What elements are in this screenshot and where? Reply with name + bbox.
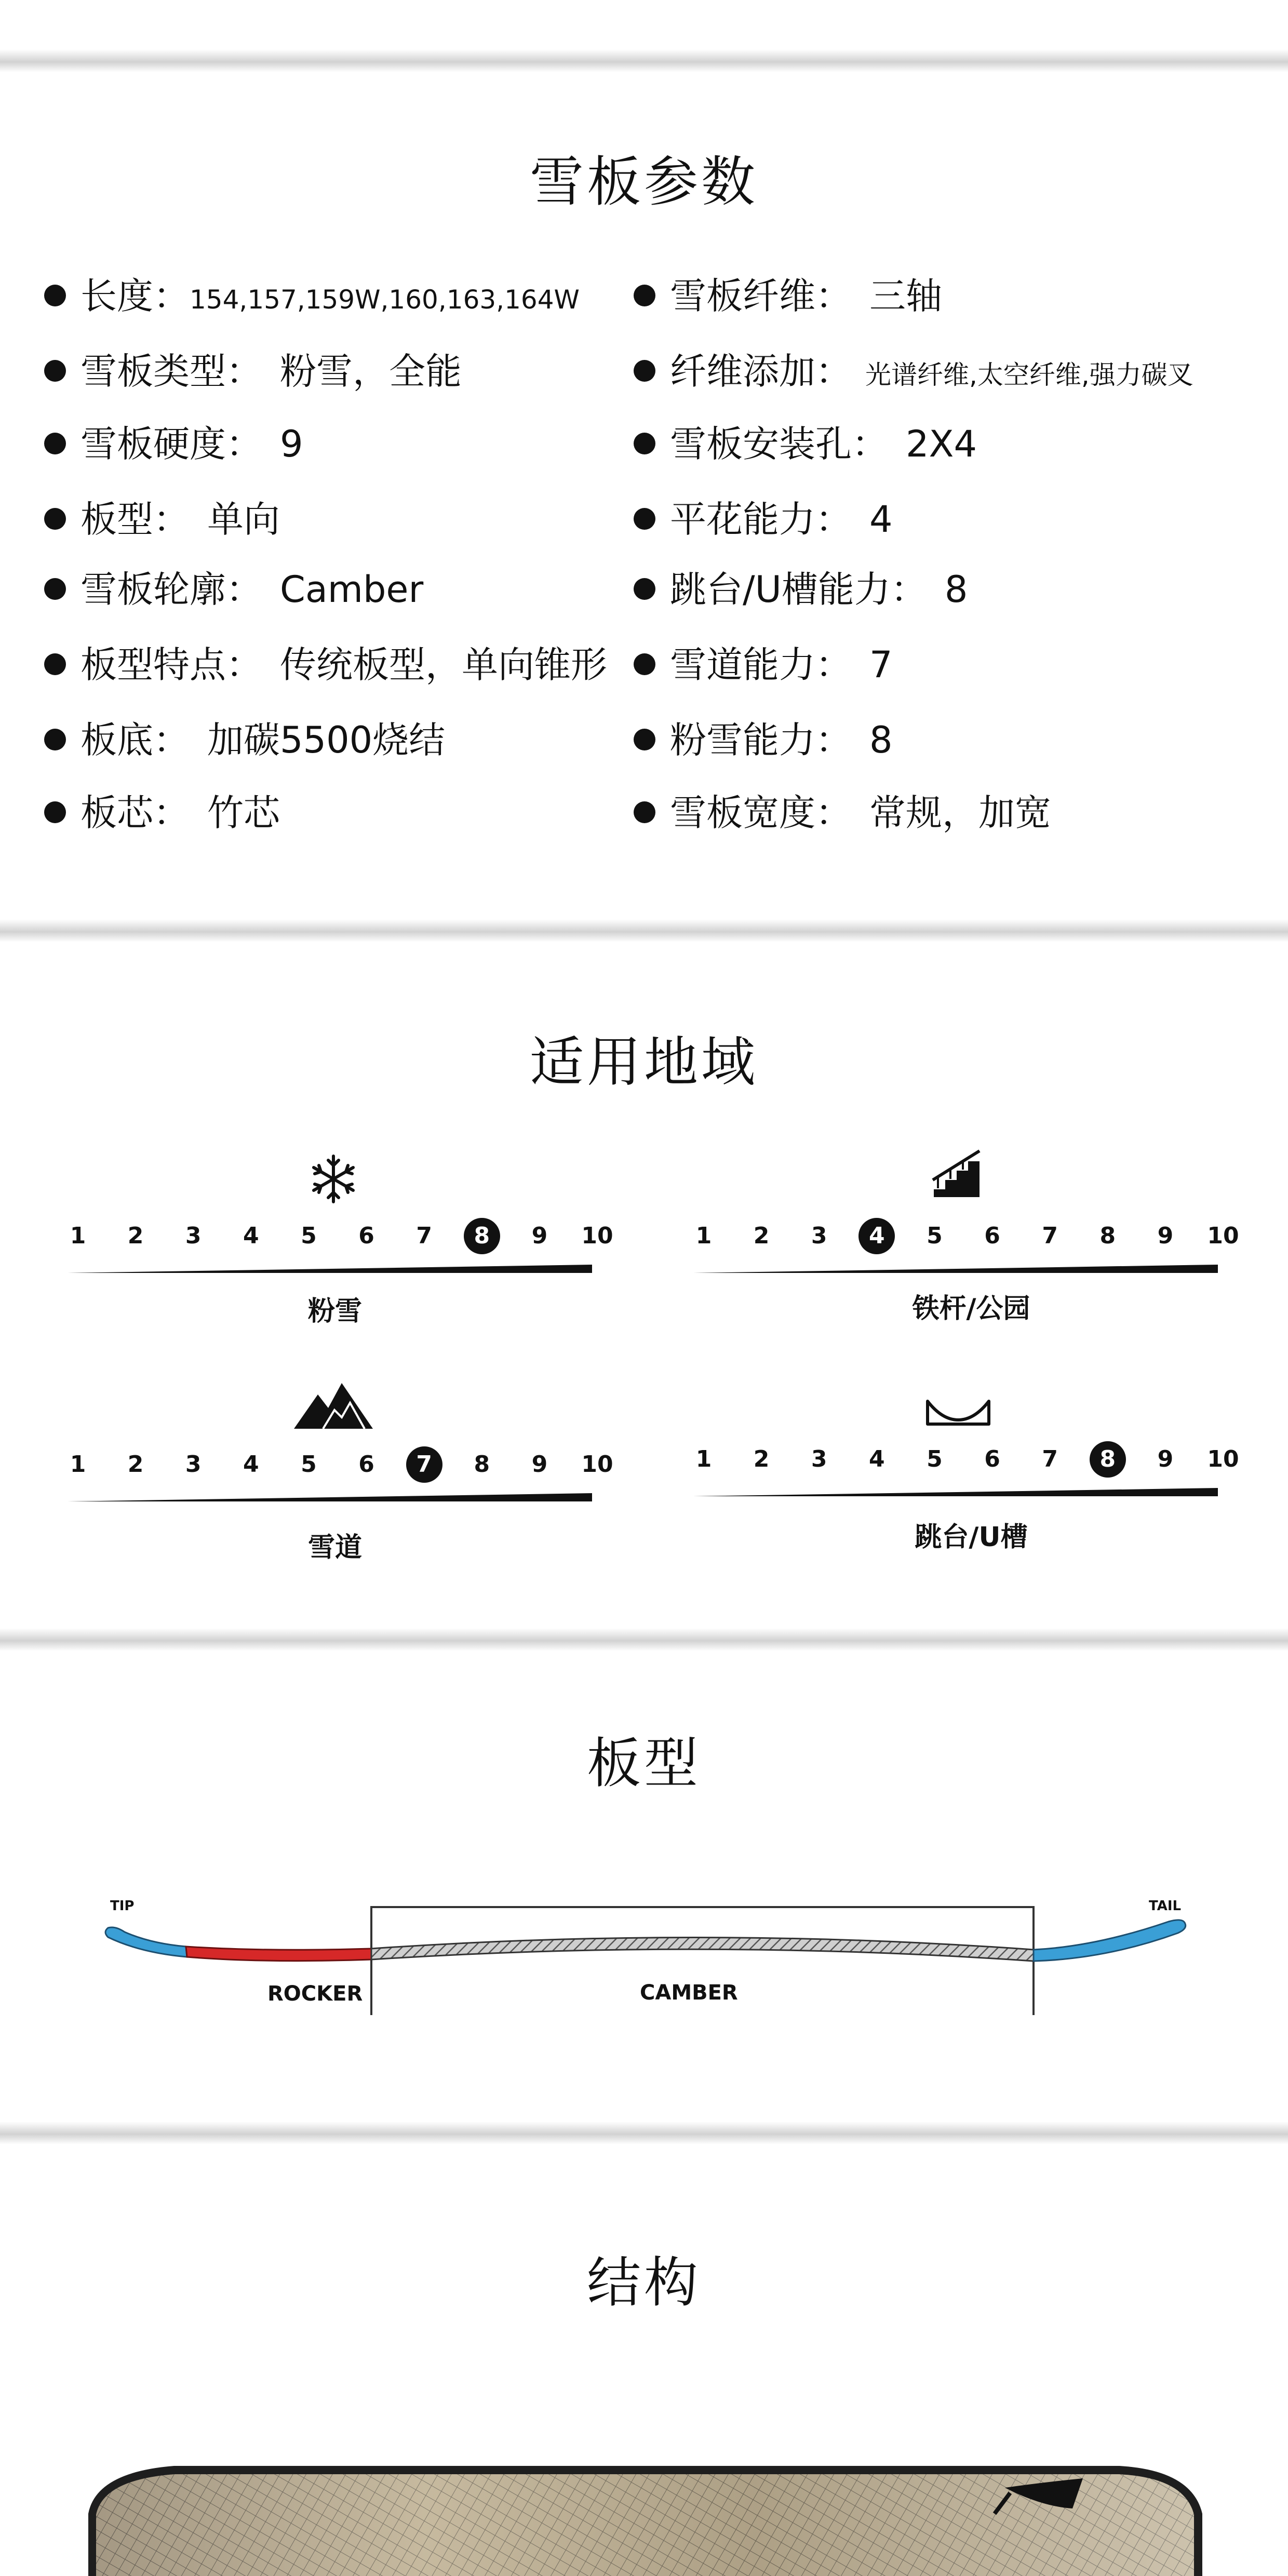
rating-number: 3 [185,1223,202,1249]
spec-value: 8 [944,568,968,611]
spec-value: 常规，加宽 [869,791,1051,834]
spec-label: 雪板纤维： [670,275,852,317]
spec-value: 粉雪，全能 [280,350,462,393]
rating-number: 2 [127,1451,144,1478]
spec-value: 三轴 [869,275,942,317]
board-structure-image [39,2457,1249,2576]
rating-number: 1 [70,1451,86,1478]
rating-wedge-bar [693,1254,1244,1275]
bullet-icon [634,360,655,382]
spec-label: 板芯： [81,791,190,834]
spec-item [44,639,607,691]
spec-label: 跳台/U槽能力： [670,568,927,611]
spec-item [44,564,423,615]
bullet-icon [44,285,66,306]
rating-number: 7 [1042,1223,1058,1249]
spec-label: 平花能力： [670,498,852,541]
rating-number: 9 [1157,1446,1174,1472]
board-profile-diagram [47,1880,1241,2046]
rating-number: 6 [358,1223,374,1249]
spec-label: 雪板宽度： [670,791,852,834]
spec-item [44,270,580,326]
rating-number: 2 [753,1446,770,1472]
spec-item [44,345,462,397]
spec-item [44,714,445,766]
section-divider [0,2122,1288,2144]
spec-item [634,787,1051,839]
rating-number: 7 [1042,1446,1058,1472]
spec-label: 雪道能力： [670,643,852,686]
rating-wedge-bar [68,1483,618,1504]
rating-label-groomer: 雪道 [307,1532,362,1563]
spec-label: 板底： [81,719,190,761]
tail-section [1034,1920,1186,1961]
spec-item [634,418,977,470]
spec-value: 加碳5500烧结 [207,719,446,761]
spec-value: Camber [280,568,424,611]
spec-item [634,564,968,615]
rating-number: 3 [811,1223,827,1249]
rating-number: 5 [927,1223,943,1249]
bullet-icon [44,433,66,454]
spec-item [634,493,893,545]
spec-item [634,345,1193,401]
rocker-section [186,1947,371,1961]
rating-number: 8 [1090,1441,1126,1478]
rating-number: 2 [127,1223,144,1249]
spec-item [634,714,893,766]
rating-number: 5 [301,1451,317,1478]
section-divider [0,1628,1288,1651]
rating-number: 7 [416,1223,432,1249]
spec-label: 雪板硬度： [81,423,262,465]
rating-number: 8 [1099,1223,1116,1249]
rating-number: 9 [531,1223,548,1249]
bullet-icon [634,285,655,306]
tip-section [105,1927,187,1957]
spec-label: 粉雪能力： [670,719,852,761]
spec-label: 纤维添加： [670,350,852,393]
rating-scale-powder [68,1218,628,1280]
rating-number: 3 [811,1446,827,1472]
spec-value: 9 [280,423,303,465]
halfpipe-icon [924,1397,992,1428]
bullet-icon [44,360,66,382]
spec-label: 板型特点： [81,643,262,686]
rating-number: 10 [1207,1223,1239,1249]
tip-label: TIP [110,1898,135,1914]
rating-number: 10 [581,1451,613,1478]
rating-number: 2 [753,1223,770,1249]
profile-title: 板型 [586,1732,701,1795]
rocker-label: ROCKER [267,1982,363,2006]
spec-value: 光谱纤维,太空纤维,强力碳叉 [865,360,1193,390]
spec-label: 板型： [81,498,190,541]
bullet-icon [44,653,66,675]
terrain-title: 适用地域 [529,1030,758,1094]
rating-number: 4 [869,1446,885,1472]
bullet-icon [634,653,655,675]
rating-wedge-bar [68,1254,618,1275]
rating-number: 4 [243,1223,259,1249]
spec-label: 雪板类型： [81,350,262,393]
tail-label: TAIL [1149,1898,1182,1914]
spec-value: 2X4 [906,423,977,465]
camber-label: CAMBER [640,1981,738,2005]
rating-number: 1 [695,1223,712,1249]
section-divider [0,919,1288,942]
rating-number: 6 [984,1446,1000,1472]
rating-scale-pipe [693,1441,1254,1504]
bullet-icon [44,578,66,600]
specs-title: 雪板参数 [529,150,758,213]
spec-item [44,787,280,839]
bullet-icon [634,729,655,750]
rating-number: 4 [243,1451,259,1478]
rating-number: 1 [695,1446,712,1472]
rating-number: 10 [581,1223,613,1249]
rating-number: 8 [474,1451,490,1478]
rating-number: 6 [358,1451,374,1478]
rating-number: 9 [531,1451,548,1478]
spec-label: 雪板安装孔： [670,423,888,465]
spec-value: 7 [869,643,893,686]
spec-label: 雪板轮廓： [81,568,262,611]
bullet-icon [634,508,655,530]
bullet-icon [634,433,655,454]
structure-title: 结构 [586,2251,701,2314]
rating-label-pipe: 跳台/U槽 [915,1522,1028,1553]
bullet-icon [634,801,655,823]
snowflake-icon [307,1153,359,1205]
spec-value: 单向 [207,498,280,541]
rating-number: 4 [858,1218,895,1254]
bullet-icon [44,508,66,530]
rating-number: 9 [1157,1223,1174,1249]
spec-value: 154,157,159W,160,163,164W [190,285,580,315]
spec-item [44,418,303,470]
bullet-icon [634,578,655,600]
section-divider [0,49,1288,72]
rating-number: 8 [464,1218,500,1254]
spec-item [634,270,942,322]
rating-number: 1 [70,1223,86,1249]
spec-value: 传统板型，单向锥形 [280,643,607,686]
rating-number: 6 [984,1223,1000,1249]
mountain-icon [292,1379,375,1431]
rating-wedge-bar [693,1478,1244,1498]
spec-label: 长度： [81,275,190,317]
bullet-icon [44,729,66,750]
rating-number: 5 [301,1223,317,1249]
rating-number: 3 [185,1451,202,1478]
rating-number: 10 [1207,1446,1239,1472]
spec-item [634,639,893,691]
rating-scale-groomer [68,1446,628,1509]
spec-value: 竹芯 [207,791,280,834]
spec-value: 4 [869,498,893,541]
stair-rail-icon [930,1148,987,1200]
camber-section [371,1937,1034,1961]
rating-label-powder: 粉雪 [307,1296,362,1327]
rating-scale-park [693,1218,1254,1280]
rating-number: 7 [406,1446,442,1483]
rating-label-park: 铁杆/公园 [912,1293,1030,1324]
spec-value: 8 [869,719,893,761]
spec-item [44,493,280,545]
bullet-icon [44,801,66,823]
rating-number: 5 [927,1446,943,1472]
